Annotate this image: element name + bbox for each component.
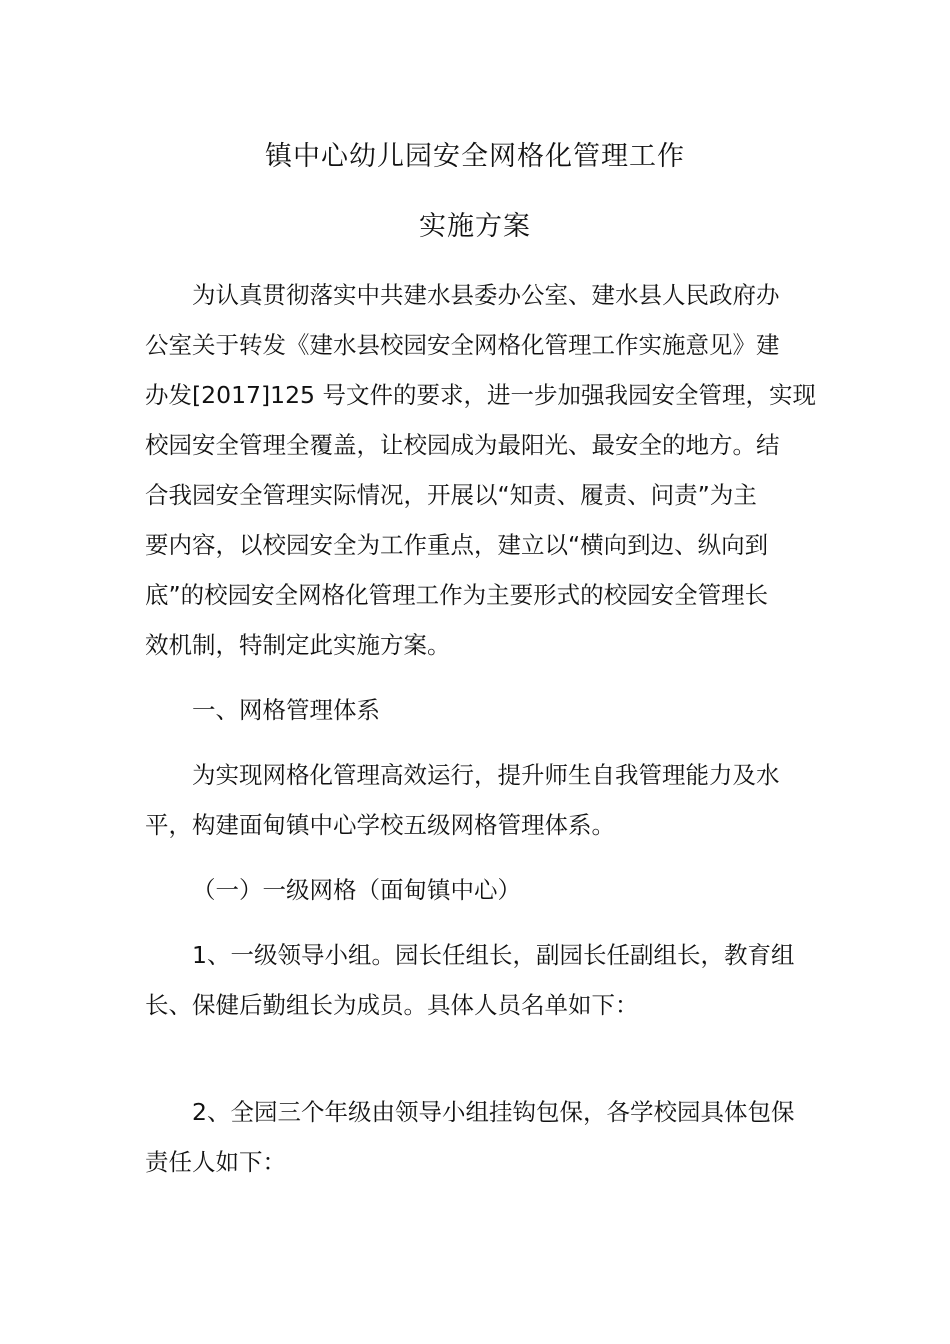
- item-1-paragraph: [145, 930, 807, 1030]
- item-2-line: 责任人如下：: [145, 1148, 286, 1176]
- intro-line: 校园安全管理全覆盖，让校园成为最阳光、最安全的地方。结: [145, 431, 780, 459]
- document-title-line-1: 镇中心幼儿园安全网格化管理工作: [265, 141, 685, 172]
- section-line: 为实现网格化管理高效运行，提升师生自我管理能力及水: [192, 761, 780, 789]
- intro-line: 效机制，特制定此实施方案。: [145, 631, 451, 659]
- intro-line: 公室关于转发《建水县校园安全网格化管理工作实施意见》建: [145, 331, 780, 359]
- intro-line: 为认真贯彻落实中共建水县委办公室、建水县人民政府办: [192, 281, 780, 309]
- intro-line: 底”的校园安全网格化管理工作为主要形式的校园安全管理长: [145, 581, 769, 609]
- intro-line: 合我园安全管理实际情况，开展以“知责、履责、问责”为主: [145, 481, 757, 509]
- section-line: 平，构建面甸镇中心学校五级网格管理体系。: [145, 811, 615, 839]
- section-heading-text: 一、网格管理体系: [192, 696, 380, 724]
- item-2-line: 2、全园三个年级由领导小组挂钩包保，各学校园具体包保: [192, 1098, 795, 1126]
- intro-line: 办发[2017]125 号文件的要求，进一步加强我园安全管理，实现: [145, 381, 816, 409]
- section-paragraph: [145, 750, 807, 850]
- item-1-line: 1、一级领导小组。园长任组长，副园长任副组长，教育组: [192, 941, 795, 969]
- intro-line: 要内容，以校园安全为工作重点，建立以“横向到边、纵向到: [145, 531, 769, 559]
- subsection-heading: [145, 865, 807, 915]
- item-1-line: 长、保健后勤组长为成员。具体人员名单如下：: [145, 991, 639, 1019]
- item-2-paragraph: [145, 1087, 807, 1187]
- subsection-heading-text: （一）一级网格（面甸镇中心）: [192, 876, 521, 904]
- intro-paragraph: [145, 270, 816, 670]
- section-heading: [145, 685, 807, 735]
- document-title-line-2: 实施方案: [419, 211, 531, 242]
